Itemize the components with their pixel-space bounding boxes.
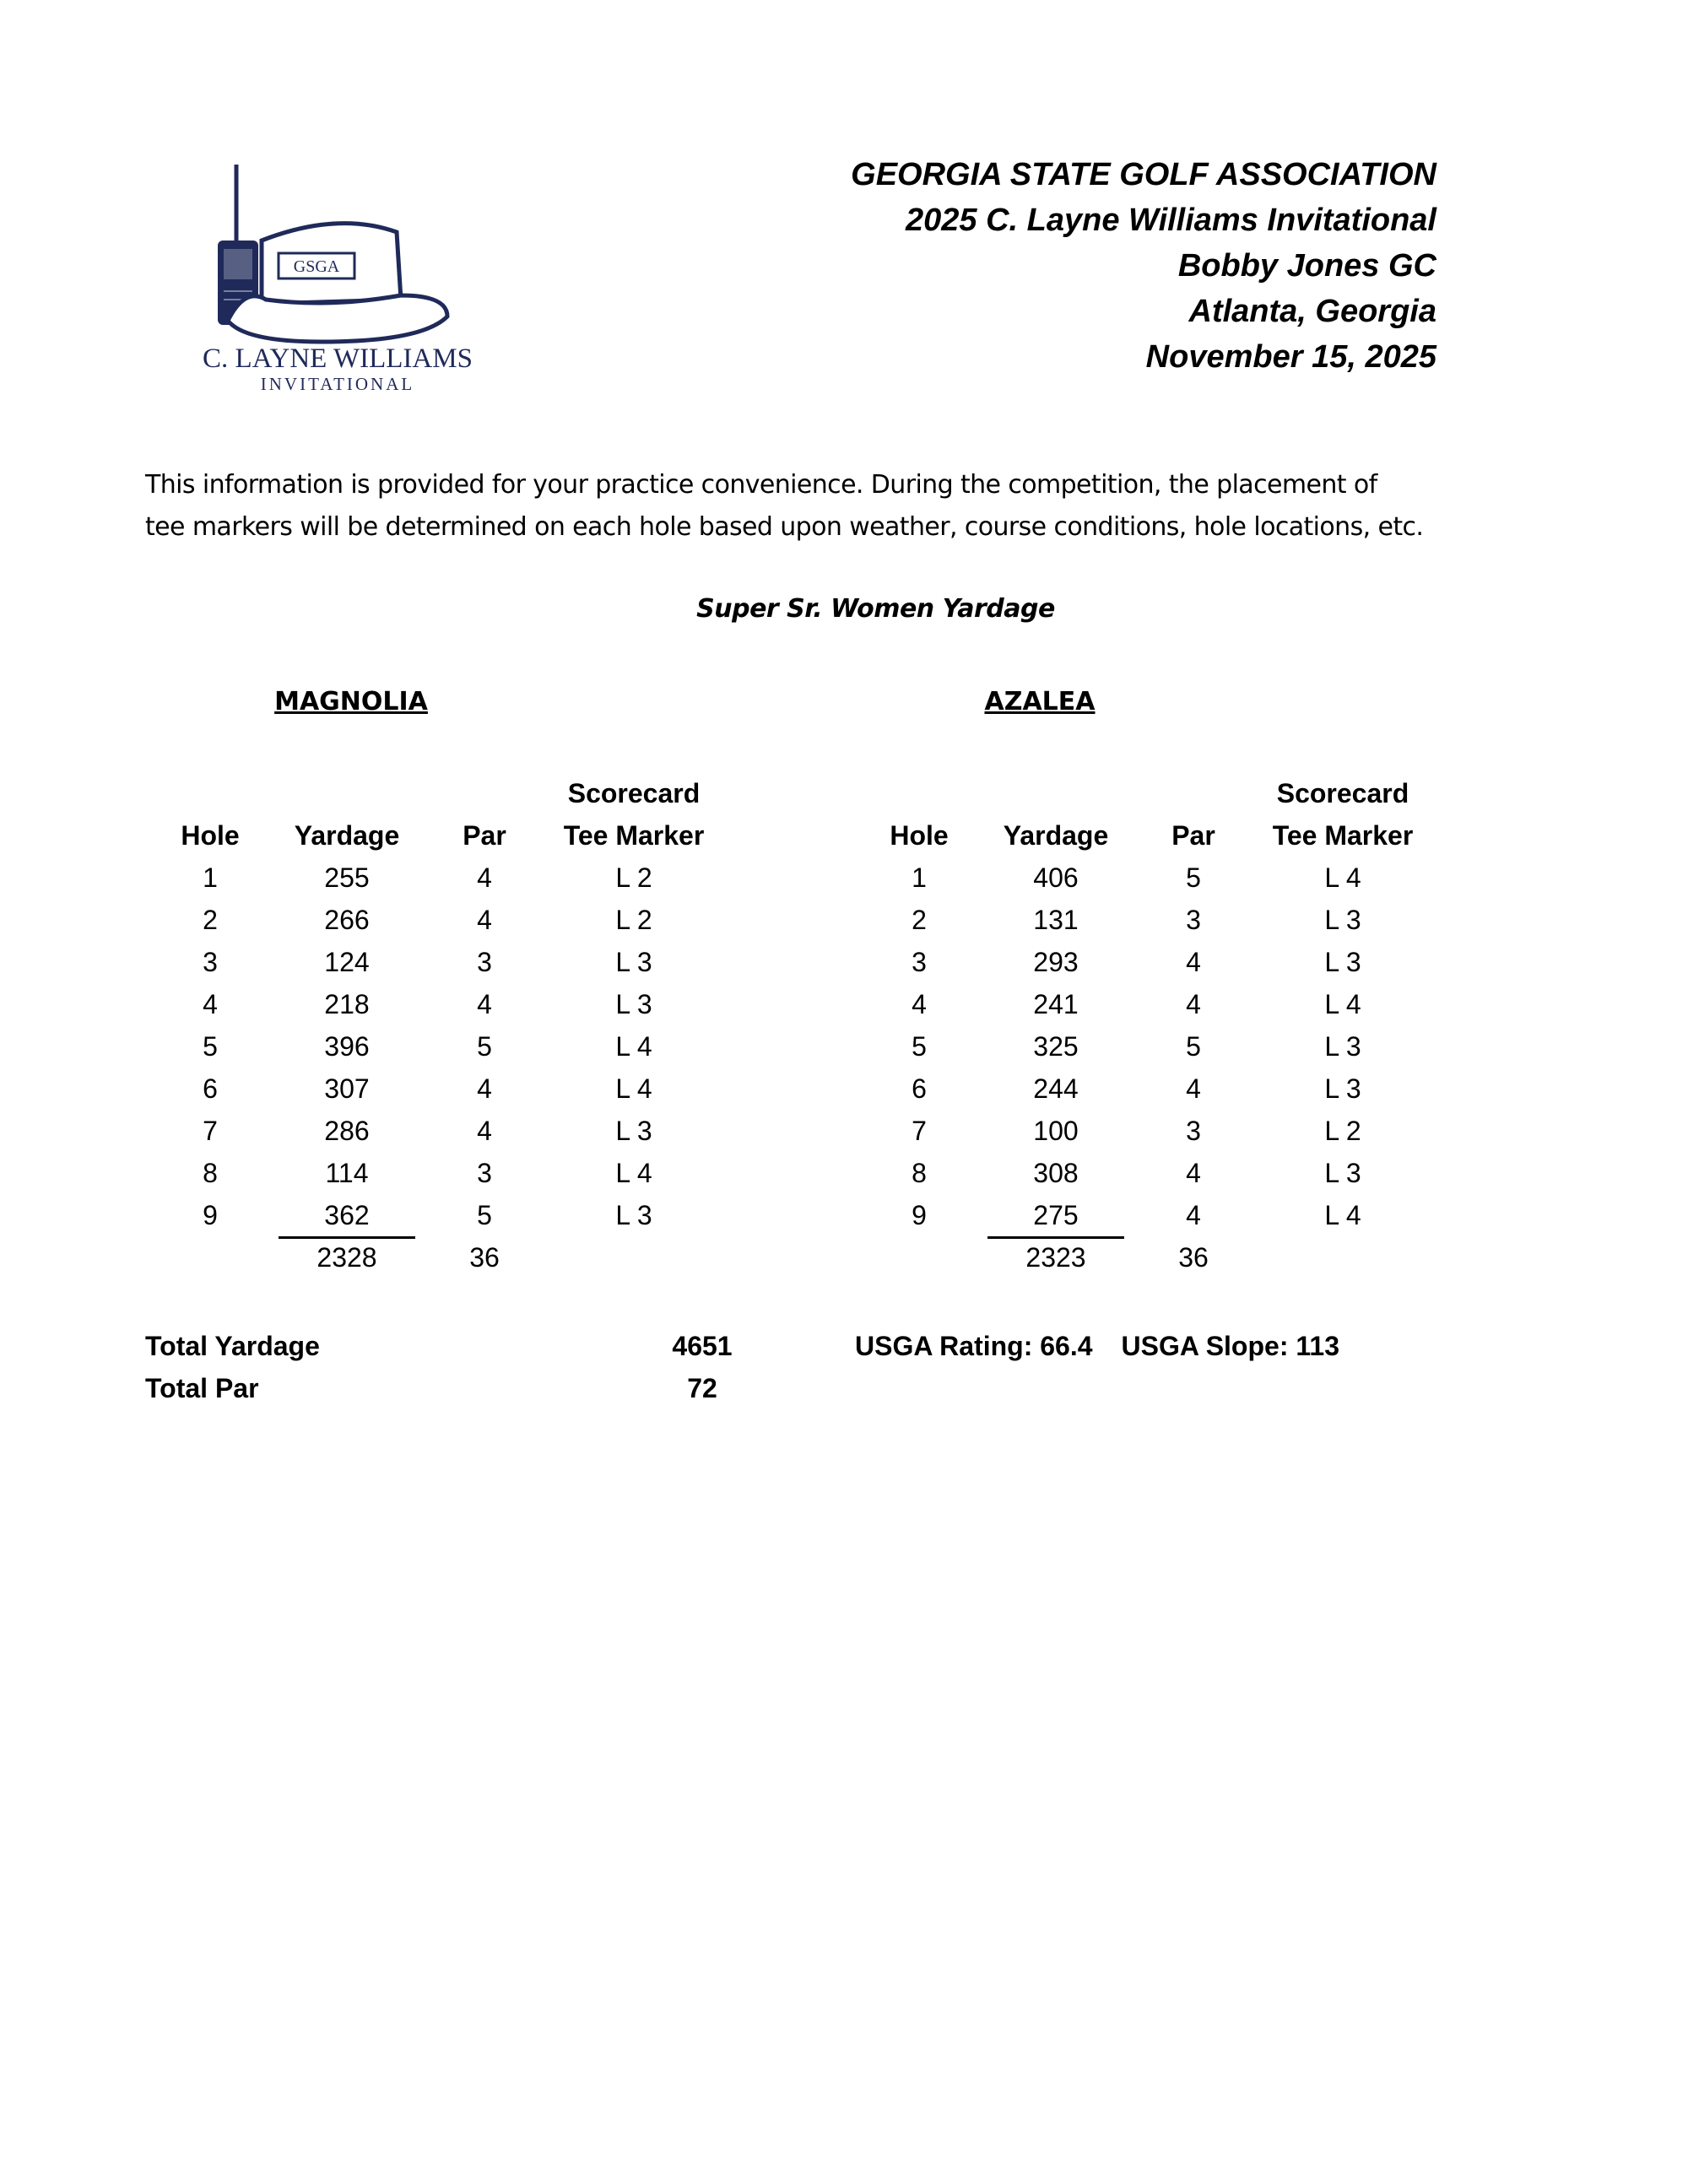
hole-number: 7 xyxy=(203,1116,218,1146)
tee-marker: L 3 xyxy=(615,947,652,977)
hole-number: 2 xyxy=(203,905,218,935)
hole-number: 5 xyxy=(912,1031,927,1062)
tee-marker: L 4 xyxy=(1324,862,1361,893)
hole-number: 9 xyxy=(203,1200,218,1230)
event-header xyxy=(851,152,1436,380)
table-row xyxy=(0,1194,760,1236)
tee-marker: L 3 xyxy=(615,1116,652,1146)
table-row xyxy=(709,899,1469,941)
tee-marker: L 2 xyxy=(615,905,652,935)
hole-par: 4 xyxy=(477,1116,492,1146)
hole-par: 3 xyxy=(1186,1116,1201,1146)
hole-yardage: 362 xyxy=(324,1200,370,1230)
hole-yardage: 406 xyxy=(1033,862,1079,893)
intro-line: This information is provided for your practice convenience. During the competition, the placement of xyxy=(145,470,1377,500)
total-yardage-value: 4651 xyxy=(672,1331,733,1361)
hole-yardage: 293 xyxy=(1033,947,1079,977)
table-row xyxy=(0,899,760,941)
hole-number: 7 xyxy=(912,1116,927,1146)
col-header-par: Par xyxy=(463,820,506,851)
event-date: November 15, 2025 xyxy=(1145,339,1436,375)
table-row xyxy=(0,1025,760,1068)
logo-badge-text: GSGA xyxy=(293,257,340,276)
total-par-nine: 36 xyxy=(469,1242,500,1273)
hole-yardage: 307 xyxy=(324,1073,370,1104)
hole-number: 2 xyxy=(912,905,927,935)
table-row xyxy=(709,1110,1469,1152)
hole-number: 1 xyxy=(912,862,927,893)
tee-marker: L 2 xyxy=(615,862,652,893)
hole-number: 1 xyxy=(203,862,218,893)
table-row xyxy=(709,1194,1469,1236)
hole-number: 4 xyxy=(912,989,927,1019)
hole-par: 4 xyxy=(477,862,492,893)
hole-yardage: 396 xyxy=(324,1031,370,1062)
total-yardage-nine: 2323 xyxy=(1025,1242,1086,1273)
table-row xyxy=(0,1110,760,1152)
col-header-hole: Hole xyxy=(181,820,240,851)
hole-yardage: 131 xyxy=(1033,905,1079,935)
hole-par: 5 xyxy=(1186,862,1201,893)
table-row xyxy=(0,1068,760,1110)
event-location: Atlanta, Georgia xyxy=(1188,294,1436,329)
total-yardage-label: Total Yardage xyxy=(145,1331,320,1361)
bucket-hat-icon xyxy=(228,224,447,342)
table-row xyxy=(709,941,1469,983)
hole-number: 4 xyxy=(203,989,218,1019)
hole-yardage: 114 xyxy=(325,1158,369,1188)
tee-marker: L 4 xyxy=(1324,989,1361,1019)
hole-par: 4 xyxy=(1186,1200,1201,1230)
hole-par: 4 xyxy=(1186,1158,1201,1188)
tee-marker: L 2 xyxy=(1324,1116,1361,1146)
hole-number: 5 xyxy=(203,1031,218,1062)
azalea-title: AZALEA xyxy=(984,687,1096,716)
hole-par: 4 xyxy=(1186,989,1201,1019)
yardage-subtitle: Super Sr. Women Yardage xyxy=(696,594,1055,624)
intro-line: tee markers will be determined on each hole based upon weather, course conditions, hole locations, etc. xyxy=(145,512,1424,542)
event-logo xyxy=(194,160,481,397)
hole-number: 6 xyxy=(912,1073,927,1104)
hole-number: 6 xyxy=(203,1073,218,1104)
hole-par: 4 xyxy=(1186,947,1201,977)
hole-yardage: 275 xyxy=(1033,1200,1079,1230)
total-par-label: Total Par xyxy=(145,1373,259,1403)
table-row xyxy=(709,983,1469,1025)
hole-par: 3 xyxy=(477,947,492,977)
tee-marker: L 3 xyxy=(1324,1073,1361,1104)
table-row xyxy=(709,857,1469,899)
course-name: Bobby Jones GC xyxy=(1177,248,1436,284)
table-row xyxy=(709,1068,1469,1110)
col-header-scorecard: Scorecard xyxy=(1276,778,1409,808)
col-header-hole: Hole xyxy=(890,820,949,851)
azalea-table xyxy=(709,772,1469,1279)
hole-number: 3 xyxy=(203,947,218,977)
table-row xyxy=(0,1152,760,1194)
table-row xyxy=(0,941,760,983)
total-yardage-nine: 2328 xyxy=(316,1242,377,1273)
hole-par: 4 xyxy=(477,905,492,935)
tee-marker: L 3 xyxy=(1324,1031,1361,1062)
hole-number: 9 xyxy=(912,1200,927,1230)
hole-yardage: 244 xyxy=(1033,1073,1079,1104)
tee-marker: L 4 xyxy=(1324,1200,1361,1230)
table-row xyxy=(0,857,760,899)
hole-par: 4 xyxy=(1186,1073,1201,1104)
hole-par: 5 xyxy=(477,1031,492,1062)
total-par-nine: 36 xyxy=(1178,1242,1209,1273)
hole-par: 4 xyxy=(477,989,492,1019)
tee-marker: L 3 xyxy=(615,989,652,1019)
hole-number: 8 xyxy=(912,1158,927,1188)
col-header-scorecard: Scorecard xyxy=(567,778,701,808)
hole-par: 4 xyxy=(477,1073,492,1104)
col-header-yardage: Yardage xyxy=(294,820,400,851)
magnolia-title: MAGNOLIA xyxy=(274,687,428,716)
event-name: 2025 C. Layne Williams Invitational xyxy=(906,203,1436,238)
hole-yardage: 255 xyxy=(324,862,370,893)
hole-par: 5 xyxy=(1186,1031,1201,1062)
usga-rating-slope xyxy=(855,1325,1368,1367)
table-row xyxy=(0,983,760,1025)
hole-yardage: 218 xyxy=(324,989,370,1019)
hole-yardage: 286 xyxy=(324,1116,370,1146)
hole-yardage: 266 xyxy=(324,905,370,935)
hole-yardage: 100 xyxy=(1033,1116,1079,1146)
hole-yardage: 124 xyxy=(324,947,370,977)
hole-yardage: 325 xyxy=(1033,1031,1079,1062)
tee-marker: L 3 xyxy=(1324,1158,1361,1188)
logo-line1: C. LAYNE WILLIAMS xyxy=(203,343,473,374)
usga-rating: USGA Rating: 66.4 xyxy=(855,1331,1093,1361)
hole-number: 8 xyxy=(203,1158,218,1188)
logo-line2: INVITATIONAL xyxy=(260,374,415,394)
org-name: GEORGIA STATE GOLF ASSOCIATION xyxy=(851,157,1436,192)
hole-par: 3 xyxy=(1186,905,1201,935)
tee-marker: L 4 xyxy=(615,1031,652,1062)
intro-paragraph xyxy=(145,464,1580,549)
magnolia-table xyxy=(0,772,760,1279)
tee-marker: L 3 xyxy=(1324,947,1361,977)
total-par-value: 72 xyxy=(687,1373,717,1403)
col-header-par: Par xyxy=(1171,820,1215,851)
col-header-yardage: Yardage xyxy=(1003,820,1109,851)
col-header-tee-marker: Tee Marker xyxy=(1272,820,1414,851)
tee-marker: L 3 xyxy=(615,1200,652,1230)
col-header-tee-marker: Tee Marker xyxy=(563,820,705,851)
hole-par: 3 xyxy=(477,1158,492,1188)
tee-marker: L 3 xyxy=(1324,905,1361,935)
table-row xyxy=(709,1152,1469,1194)
tee-marker: L 4 xyxy=(615,1073,652,1104)
usga-slope: USGA Slope: 113 xyxy=(1121,1331,1339,1361)
hole-yardage: 308 xyxy=(1033,1158,1079,1188)
hole-yardage: 241 xyxy=(1033,989,1079,1019)
hole-par: 5 xyxy=(477,1200,492,1230)
table-row xyxy=(709,1025,1469,1068)
hole-number: 3 xyxy=(912,947,927,977)
tee-marker: L 4 xyxy=(615,1158,652,1188)
